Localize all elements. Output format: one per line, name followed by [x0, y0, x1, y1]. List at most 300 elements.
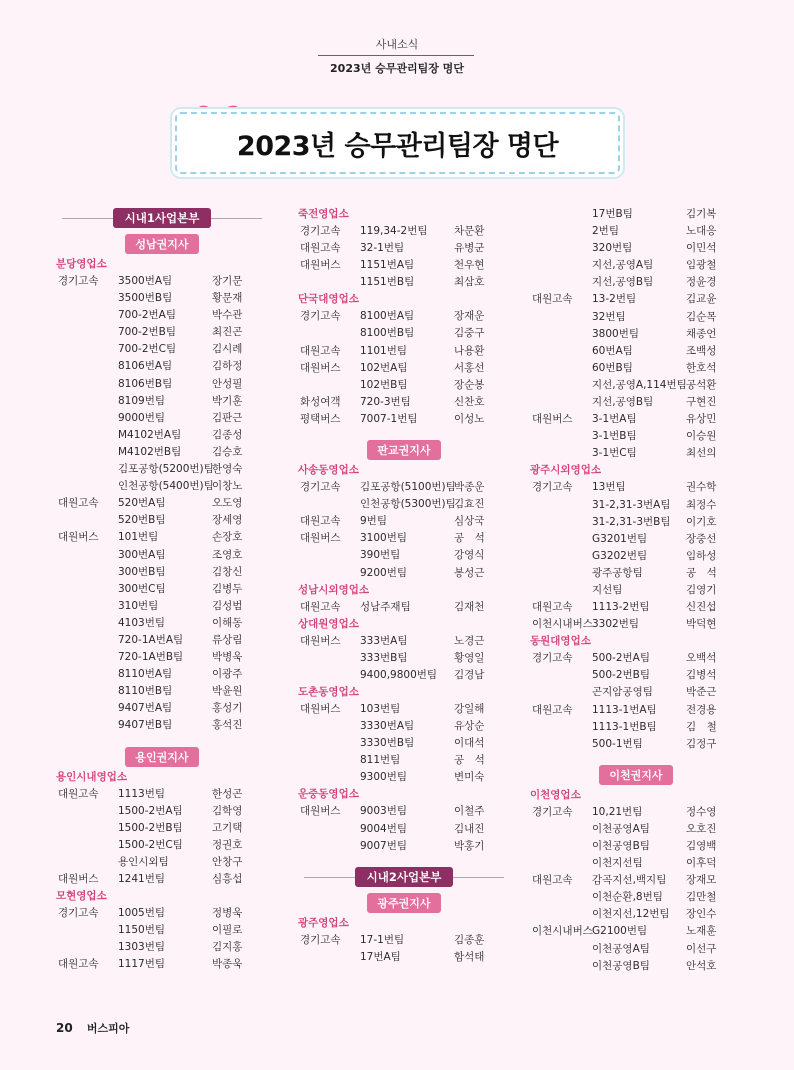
- leader-name-cell: 변미숙: [454, 771, 485, 784]
- company-cell: [530, 941, 592, 958]
- team-cell: 700-2번B팀: [118, 326, 176, 339]
- team-cell: 인천공항(5400번)팀: [118, 480, 214, 493]
- list-row: [530, 650, 742, 667]
- company-cell: [530, 240, 592, 257]
- team-cell: 300번B팀: [118, 565, 166, 578]
- section-spacer: [530, 753, 742, 763]
- team-cell: 520번A팀: [118, 497, 166, 510]
- list-row: [298, 274, 510, 291]
- list-row: [530, 445, 742, 462]
- leader-name-cell: 안석호: [686, 959, 717, 972]
- list-row: [56, 376, 268, 393]
- team-cell: 9300번팀: [360, 771, 408, 784]
- company-cell: [56, 717, 118, 734]
- list-row: [298, 701, 510, 718]
- leader-name-cell: 황문재: [212, 292, 243, 305]
- company-cell: 경기고속: [300, 481, 341, 494]
- leader-name-cell: 공 석: [454, 532, 485, 545]
- list-row: [298, 752, 510, 769]
- leader-name-cell: 김교윤: [686, 293, 717, 306]
- company-cell: [56, 324, 118, 341]
- list-row: [298, 240, 510, 257]
- list-row: [530, 821, 742, 838]
- office-heading: 용인시내영업소: [56, 770, 128, 783]
- team-cell: 9004번팀: [360, 822, 408, 835]
- company-cell: [56, 307, 118, 324]
- company-cell: 경기고속: [532, 805, 573, 818]
- list-row: [530, 736, 742, 753]
- list-row: [56, 837, 268, 854]
- company-cell: [530, 445, 592, 462]
- company-cell: [530, 548, 592, 565]
- company-cell: [56, 666, 118, 683]
- leader-name-cell: 권수학: [686, 481, 717, 494]
- office-heading: 사송동영업소: [298, 464, 359, 477]
- list-row: [530, 702, 742, 719]
- team-cell: 8109번팀: [118, 394, 166, 407]
- list-row: [530, 411, 742, 428]
- company-cell: [298, 769, 360, 786]
- list-row: [530, 223, 742, 240]
- leader-name-cell: 김재천: [454, 600, 485, 613]
- company-cell: [530, 206, 592, 223]
- company-cell: 경기고속: [300, 310, 341, 323]
- team-cell: 8100번B팀: [360, 327, 415, 340]
- leader-name-cell: 김병석: [686, 669, 717, 682]
- office-heading: 광주시외영업소: [530, 464, 602, 477]
- branch-label: 판교권지사: [367, 440, 440, 460]
- leader-name-cell: 공 석: [686, 566, 717, 579]
- team-cell: G3202번팀: [592, 549, 648, 562]
- title-banner: [175, 112, 620, 174]
- list-row: [56, 564, 268, 581]
- leader-name-cell: 임하성: [686, 549, 717, 562]
- list-row: [530, 497, 742, 514]
- leader-name-cell: 전경용: [686, 703, 717, 716]
- leader-name-cell: 김내진: [454, 822, 485, 835]
- company-cell: [56, 649, 118, 666]
- team-cell: 김포공항(5200번)팀: [118, 463, 214, 476]
- company-cell: [530, 736, 592, 753]
- company-cell: [298, 547, 360, 564]
- company-cell: [298, 565, 360, 582]
- list-row: [56, 905, 268, 922]
- team-cell: 9번팀: [360, 515, 387, 528]
- team-cell: 720-1A번A팀: [118, 633, 184, 646]
- leader-name-cell: 김효진: [454, 498, 485, 511]
- page-number: 20: [56, 1021, 73, 1035]
- leader-name-cell: 김중구: [454, 327, 485, 340]
- company-cell: [298, 377, 360, 394]
- page-title: 2023년 승무관리팀장 명단: [236, 130, 559, 162]
- leader-name-cell: 한성곤: [212, 787, 243, 800]
- list-row: [56, 632, 268, 649]
- team-cell: 이천지선,12번팀: [592, 908, 670, 921]
- team-cell: 지선팀: [592, 583, 623, 596]
- company-cell: 경기고속: [300, 225, 341, 237]
- leader-name-cell: 황영일: [454, 651, 485, 664]
- list-row: [298, 377, 510, 394]
- team-cell: 333번A팀: [360, 634, 408, 647]
- list-row: [56, 581, 268, 598]
- leader-name-cell: 공석환: [686, 378, 717, 391]
- leader-name-cell: 장인수: [686, 908, 717, 921]
- company-cell: [56, 700, 118, 717]
- office-heading: 이천영업소: [530, 788, 581, 801]
- leader-name-cell: 심상국: [454, 515, 485, 528]
- list-row: [56, 512, 268, 529]
- team-cell: 500-2번B팀: [592, 669, 650, 682]
- company-cell: [56, 444, 118, 461]
- branch-label: 용인권지사: [125, 747, 198, 767]
- team-cell: 1241번팀: [118, 873, 166, 885]
- leader-name-cell: 김영백: [686, 840, 717, 852]
- team-cell: 17-1번팀: [360, 933, 405, 946]
- division-header: [56, 208, 268, 228]
- list-row: [530, 872, 742, 889]
- team-cell: 이천공영B팀: [592, 959, 650, 972]
- leader-name-cell: 박윤원: [212, 685, 243, 698]
- leader-name-cell: 구현진: [686, 396, 717, 409]
- team-cell: G2100번팀: [592, 925, 648, 938]
- company-cell: [56, 461, 118, 478]
- leader-name-cell: 김하정: [212, 360, 243, 373]
- leader-name-cell: 김학영: [212, 804, 243, 817]
- company-cell: [530, 223, 592, 240]
- company-cell: [56, 598, 118, 615]
- header-divider: [318, 55, 474, 56]
- company-cell: [56, 683, 118, 700]
- team-cell: 이천지선팀: [592, 857, 643, 870]
- list-row: [530, 684, 742, 701]
- list-row: [530, 582, 742, 599]
- company-cell: [530, 257, 592, 274]
- list-row: [298, 735, 510, 752]
- list-row: [530, 291, 742, 308]
- leader-name-cell: 최진곤: [212, 326, 243, 339]
- list-row: [530, 257, 742, 274]
- company-cell: [530, 838, 592, 855]
- list-row: [56, 393, 268, 410]
- leader-name-cell: 김만철: [686, 891, 717, 904]
- leader-name-cell: 강영식: [454, 549, 485, 562]
- office-heading: 상대원영업소: [298, 617, 359, 630]
- company-cell: [530, 531, 592, 548]
- list-row: [56, 956, 268, 973]
- list-row: [530, 855, 742, 872]
- company-cell: [298, 496, 360, 513]
- list-row: [56, 324, 268, 341]
- office-heading: 동원대영업소: [530, 635, 591, 648]
- company-cell: [530, 821, 592, 838]
- team-cell: 이천공영A팀: [592, 942, 650, 955]
- list-row: [298, 949, 510, 966]
- leader-name-cell: 홍석진: [212, 719, 243, 732]
- list-row: [298, 513, 510, 530]
- company-cell: 대원고속: [300, 600, 341, 613]
- list-row: [56, 461, 268, 478]
- leader-name-cell: 공 석: [454, 754, 485, 767]
- team-cell: 300번A팀: [118, 548, 166, 561]
- leader-name-cell: 이승원: [686, 430, 717, 443]
- list-row: [298, 530, 510, 547]
- list-row: [298, 821, 510, 838]
- team-cell: 60번B팀: [592, 361, 633, 374]
- leader-name-cell: 노재훈: [686, 925, 717, 938]
- team-cell: 103번팀: [360, 702, 401, 715]
- team-cell: 1117번팀: [118, 958, 166, 971]
- list-row: [530, 719, 742, 736]
- leader-name-cell: 봉성근: [454, 566, 485, 579]
- list-row: [298, 394, 510, 411]
- company-cell: [530, 497, 592, 514]
- list-row: [56, 307, 268, 324]
- company-cell: [56, 427, 118, 444]
- company-cell: [530, 360, 592, 377]
- list-row: [56, 854, 268, 871]
- leader-name-cell: 최정수: [686, 498, 717, 511]
- division-header: [298, 867, 510, 887]
- list-row: [530, 360, 742, 377]
- leader-name-cell: 장중선: [686, 532, 717, 545]
- team-cell: 1005번팀: [118, 907, 166, 920]
- team-cell: 8106번B팀: [118, 377, 173, 390]
- magazine-brand: 버스피아: [86, 1022, 130, 1035]
- company-cell: [530, 326, 592, 343]
- company-cell: [56, 358, 118, 375]
- team-cell: 3330번A팀: [360, 720, 415, 733]
- company-cell: 대원고속: [532, 703, 573, 716]
- company-cell: 대원버스: [300, 805, 341, 818]
- list-row: [298, 769, 510, 786]
- leader-name-cell: 신찬호: [454, 395, 485, 408]
- list-row: [298, 667, 510, 684]
- branch-header: [298, 893, 510, 913]
- leader-name-cell: 박홍기: [454, 839, 485, 852]
- leader-name-cell: 김판근: [212, 411, 243, 424]
- team-cell: 1500-2번C팀: [118, 838, 183, 851]
- team-cell: 7007-1번팀: [360, 412, 418, 425]
- list-row: [530, 958, 742, 975]
- company-cell: [56, 512, 118, 529]
- list-row: [56, 598, 268, 615]
- list-row: [530, 428, 742, 445]
- team-cell: 지선,공영B팀: [592, 276, 654, 289]
- team-cell: 인천공항(5300번)팀: [360, 498, 456, 511]
- leader-name-cell: 장순봉: [454, 378, 485, 391]
- leader-name-cell: 고기택: [212, 821, 243, 834]
- leader-name-cell: 오호진: [686, 822, 717, 835]
- list-row: [298, 257, 510, 274]
- leader-name-cell: 함석태: [454, 950, 485, 963]
- leader-name-cell: 김정구: [686, 737, 717, 750]
- list-row: [56, 820, 268, 837]
- leader-name-cell: 정권호: [212, 838, 243, 851]
- company-cell: [530, 394, 592, 411]
- company-cell: [56, 820, 118, 837]
- leader-name-cell: 박덕현: [686, 618, 717, 631]
- team-cell: 32번팀: [592, 310, 626, 323]
- leader-name-cell: 박수관: [212, 309, 243, 322]
- team-cell: 811번팀: [360, 754, 401, 767]
- team-cell: 1500-2번A팀: [118, 804, 183, 817]
- team-cell: 감곡지선,백지팀: [592, 874, 667, 887]
- list-row: [298, 223, 510, 240]
- header-subtitle: 2023년 승무관리팀장 명단: [330, 62, 464, 75]
- leader-name-cell: 조백성: [686, 344, 717, 357]
- leader-name-cell: 노대응: [686, 225, 717, 238]
- leader-name-cell: 장세영: [212, 514, 243, 527]
- list-row: [298, 599, 510, 616]
- leader-name-cell: 천우현: [454, 259, 485, 272]
- list-row: [530, 309, 742, 326]
- team-cell: 102번A팀: [360, 361, 408, 374]
- leader-name-cell: 한호석: [686, 361, 717, 374]
- list-row: [530, 274, 742, 291]
- branch-label: 성남권지사: [125, 234, 198, 254]
- section-spacer: [298, 855, 510, 865]
- team-cell: 13번팀: [592, 481, 626, 494]
- company-cell: 대원고속: [300, 242, 341, 255]
- list-row: [56, 922, 268, 939]
- team-cell: 1101번팀: [360, 344, 408, 357]
- team-cell: 700-2번C팀: [118, 343, 177, 356]
- leader-name-cell: 김영기: [686, 583, 717, 596]
- list-row: [298, 325, 510, 342]
- company-cell: [56, 547, 118, 564]
- leader-name-cell: 차문환: [454, 225, 485, 237]
- team-cell: 32-1번팀: [360, 242, 405, 255]
- team-cell: 1151번A팀: [360, 259, 415, 272]
- company-cell: 대원버스: [300, 361, 341, 374]
- list-row: [298, 343, 510, 360]
- team-cell: 2번팀: [592, 225, 619, 238]
- team-cell: 지선,공영A,114번팀: [592, 378, 687, 391]
- company-cell: 대원고속: [300, 515, 341, 528]
- list-row: [530, 565, 742, 582]
- list-row: [56, 683, 268, 700]
- leader-name-cell: 노경근: [454, 634, 485, 647]
- list-row: [298, 650, 510, 667]
- leader-name-cell: 김종성: [212, 428, 243, 441]
- office-heading: 단국대영업소: [298, 293, 359, 306]
- list-row: [530, 343, 742, 360]
- branch-header: [530, 765, 742, 785]
- list-row: [298, 565, 510, 582]
- team-cell: 300번C팀: [118, 582, 166, 595]
- company-cell: [56, 803, 118, 820]
- team-cell: 1150번팀: [118, 924, 166, 937]
- list-row: [56, 410, 268, 427]
- section-spacer: [298, 428, 510, 438]
- team-cell: 31-2,31-3번B팀: [592, 515, 671, 528]
- team-cell: 9407번B팀: [118, 719, 173, 732]
- company-cell: 대원고속: [532, 601, 573, 614]
- list-row: [56, 649, 268, 666]
- leader-name-cell: 박준근: [686, 686, 717, 699]
- branch-header: [56, 234, 268, 254]
- office-heading: 모현영업소: [56, 890, 107, 903]
- list-row: [56, 478, 268, 495]
- list-row: [56, 547, 268, 564]
- leader-name-cell: 신진섭: [686, 601, 717, 614]
- leader-name-cell: 김종훈: [454, 933, 485, 946]
- team-cell: 101번팀: [118, 531, 159, 544]
- team-cell: 17번A팀: [360, 950, 401, 963]
- page-footer: [56, 1020, 129, 1036]
- office-heading: 운중동영업소: [298, 788, 359, 801]
- team-cell: 310번팀: [118, 599, 159, 612]
- team-cell: 3-1번C팀: [592, 447, 637, 460]
- list-row: [298, 932, 510, 949]
- team-cell: 119,34-2번팀: [360, 225, 428, 237]
- leader-name-cell: 최삼호: [454, 276, 485, 289]
- division-label: 시내2사업본부: [355, 867, 454, 887]
- list-row: [298, 838, 510, 855]
- team-cell: 9003번팀: [360, 805, 408, 818]
- team-cell: M4102번A팀: [118, 428, 182, 441]
- team-cell: 500-1번팀: [592, 737, 643, 750]
- team-cell: 곤지암공영팀: [592, 686, 653, 699]
- company-cell: 대원버스: [532, 413, 573, 426]
- team-cell: 3-1번B팀: [592, 430, 637, 443]
- section-label: 사내소식: [375, 38, 419, 51]
- team-cell: 1113번팀: [118, 787, 166, 800]
- leader-name-cell: 장재운: [454, 310, 485, 323]
- leader-name-cell: 이기호: [686, 515, 717, 528]
- company-cell: 대원고속: [58, 497, 99, 510]
- team-cell: 13-2번팀: [592, 293, 637, 306]
- list-row: [56, 495, 268, 512]
- company-cell: [298, 949, 360, 966]
- team-cell: 17번B팀: [592, 208, 633, 220]
- team-cell: 광주공항팀: [592, 566, 643, 579]
- leader-name-cell: 김성범: [212, 599, 243, 612]
- leader-name-cell: 오도영: [212, 497, 243, 510]
- leader-name-cell: 이창노: [212, 480, 243, 493]
- company-cell: 경기고속: [58, 275, 99, 287]
- list-row: [530, 531, 742, 548]
- list-row: [530, 804, 742, 821]
- leader-name-cell: 박종운: [454, 481, 485, 494]
- division-label: 시내1사업본부: [113, 208, 212, 228]
- company-cell: [530, 684, 592, 701]
- company-cell: [56, 290, 118, 307]
- leader-name-cell: 이해동: [212, 616, 243, 629]
- team-cell: 지선,공영B팀: [592, 396, 654, 409]
- leader-name-cell: 강일해: [454, 702, 485, 715]
- team-cell: 1113-2번팀: [592, 601, 650, 614]
- company-cell: 평택버스: [300, 412, 341, 425]
- leader-name-cell: 임광철: [686, 259, 717, 272]
- leader-name-cell: 박기훈: [212, 394, 243, 407]
- team-cell: 이천순환,8번팀: [592, 891, 663, 904]
- leader-name-cell: 이선구: [686, 942, 717, 955]
- company-cell: [298, 838, 360, 855]
- company-cell: [530, 565, 592, 582]
- list-row: [298, 633, 510, 650]
- company-cell: [56, 410, 118, 427]
- leader-name-cell: 장재모: [686, 874, 717, 887]
- leader-name-cell: 이대석: [454, 737, 485, 750]
- team-cell: 1500-2번B팀: [118, 821, 183, 834]
- team-cell: 60번A팀: [592, 344, 633, 357]
- leader-name-cell: 조영호: [212, 548, 243, 561]
- leader-name-cell: 김시례: [212, 343, 243, 356]
- list-row: [56, 529, 268, 546]
- team-cell: 1113-1번B팀: [592, 720, 657, 733]
- company-cell: 대원버스: [58, 531, 99, 544]
